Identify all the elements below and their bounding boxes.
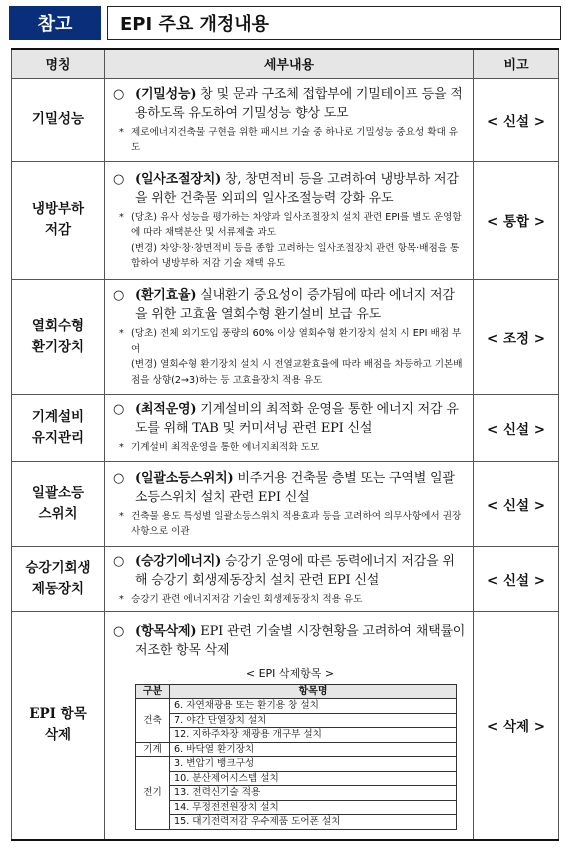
column-header-detail: 세부내용 (105, 49, 474, 78)
bullet-keyword: (환기효율) (135, 288, 197, 303)
bullet-text: 기계설비의 최적화 운영을 통한 에너지 저감 유도를 위해 TAB 및 커미셔닝 관련 EPI 신설 (135, 402, 459, 437)
bullet-text: EPI 관련 기술별 시장현황을 고려하여 채택률이 저조한 항목 삭제 (135, 623, 466, 658)
item-cell: 10. 분산제어시스템 설치 (170, 771, 457, 786)
bullet-keyword: (항목삭제) (135, 623, 197, 639)
item-cell: 13. 전력신기술 적용 (170, 786, 457, 801)
row-name (12, 461, 105, 546)
detail-note: * 건축물 용도 특성별 일괄소등스위치 적용효과 등을 고려하여 의무사항에서 권장사항으로 이관 (119, 510, 462, 537)
row-name-line: 제동장치 (31, 580, 85, 597)
header (9, 6, 561, 40)
table-row (136, 771, 457, 786)
table-row (136, 786, 457, 801)
detail-note: * (당초) 유사 성능을 평가하는 차양과 일사조절장치 설치 관련 EPI를 별도 운영함에 따라 채택분산 및 서류제출 과도 (변경) 차양·창·창면적비 등을 종합 고려하는 일사조절장치 관련 항목·배점을 통합하여 냉방부하 저감 기술 채택 유도 (119, 211, 462, 269)
row-note: < 신설 > (474, 394, 559, 461)
bullet-text: 승강기 운영에 따른 동력에너지 저감을 위해 승강기 회생제동장치 설치 관련 EPI 신설 (135, 553, 455, 588)
detail-bullet: ○ (일괄소등스위치) 비주거용 건축물 층별 또는 구역별 일괄소등스위치 설치 관련 EPI 신설 (113, 470, 455, 505)
table-row (12, 394, 559, 461)
row-name-line: 열회수형 (31, 317, 85, 334)
note-text: (변경) 열회수형 환기장치 설치 시 전열교환효율에 따라 배점을 차등하고 기본배점을 상향(2→3)하는 등 고효율장치 적용 유도 (131, 359, 463, 386)
detail-bullet: ○ (항목삭제) EPI 관련 기술별 시장현황을 고려하여 채택률이 저조한 항목 삭제 (113, 623, 466, 658)
bullet-keyword: (기밀성능) (135, 86, 197, 102)
row-detail (105, 546, 474, 612)
row-name-line: 일괄소등 (31, 484, 85, 501)
row-note: < 신설 > (474, 78, 559, 161)
note-text: 건축물 용도 특성별 일괄소등스위치 적용효과 등을 고려하여 의무사항에서 권장사항으로 이관 (131, 510, 462, 537)
note-text: 기계설비 최적운영을 통한 에너지최적화 도모 (131, 442, 320, 454)
bullet-text: 비주거용 건축물 층별 또는 구역별 일괄소등스위치 설치 관련 EPI 신설 (135, 470, 455, 505)
bullet-keyword: (일괄소등스위치) (135, 470, 234, 486)
table-row (136, 713, 457, 728)
table-row (12, 279, 559, 394)
detail-note: * 승강기 관련 에너지저감 기술인 회생제동장치 적용 유도 (119, 593, 363, 605)
note-text: 승강기 관련 에너지저감 기술인 회생제동장치 적용 유도 (131, 593, 363, 605)
row-detail (105, 461, 474, 546)
row-name-line: 냉방부하 (31, 201, 85, 217)
row-detail (105, 612, 474, 840)
row-name (12, 546, 105, 612)
item-cell: 15. 대기전력저감 우수제품 도어폰 설치 (170, 815, 457, 830)
row-note: < 통합 > (474, 161, 559, 279)
column-header-name: 명칭 (12, 49, 105, 78)
bullet-text: 창 및 문과 구조체 접합부에 기밀테이프 등을 적용하도록 유도하여 기밀성능 향상 도모 (135, 86, 463, 121)
detail-bullet: ○ (일사조절장치) 창, 창면적비 등을 고려하여 냉방부하 저감을 위한 건축물 외피의 일사조절능력 강화 유도 (113, 171, 459, 206)
row-name (12, 78, 105, 161)
row-name (12, 612, 105, 840)
detail-note: * 기계설비 최적운영을 통한 에너지최적화 도모 (119, 442, 320, 454)
row-detail (105, 161, 474, 279)
item-cell: 6. 바닥열 환기장치 (170, 742, 457, 757)
category-cell: 건축 (136, 699, 170, 743)
delete-items-table (135, 684, 457, 830)
row-note: < 신설 > (474, 461, 559, 546)
row-name (12, 394, 105, 461)
row-name (12, 161, 105, 279)
bullet-keyword: (최적운영) (135, 402, 197, 418)
table-row (136, 699, 457, 714)
table-row (12, 78, 559, 161)
note-text: (당초) 전체 외기도입 풍량의 60% 이상 열회수형 환기장치 설치 시 EPI 배점 부여 (131, 328, 462, 355)
row-name-line: 유지관리 (31, 429, 85, 446)
detail-note: * 제로에너지건축물 구현을 위한 패시브 기술 중 하나로 기밀성능 중요성 확대 유도 (119, 126, 459, 153)
bullet-text: 창, 창면적비 등을 고려하여 냉방부하 저감을 위한 건축물 외피의 일사조절능력 강화 유도 (135, 171, 459, 206)
row-detail (105, 279, 474, 394)
delete-table-header-category: 구분 (136, 684, 170, 699)
header-tag: 참고 (9, 6, 101, 40)
row-note: < 삭제 > (474, 612, 559, 840)
detail-bullet: ○ (환기효율) 실내환기 중요성이 증가됨에 따라 에너지 저감을 위한 고효율 열회수형 환기설비 보급 유도 (113, 288, 455, 322)
table-row (136, 800, 457, 815)
row-name-line: 스위치 (38, 505, 78, 522)
note-text: (변경) 차양·창·창면적비 등을 종합 고려하는 일사조절장치 관련 항목·배점을 통합하여 냉방부하 저감 기술 채택 유도 (131, 242, 460, 269)
bullet-keyword: (일사조절장치) (135, 171, 222, 187)
detail-bullet: ○ (승강기에너지) 승강기 운영에 따른 동력에너지 저감을 위해 승강기 회생제동장치 설치 관련 EPI 신설 (113, 553, 455, 588)
row-name-line: EPI 항목 (29, 706, 87, 723)
item-cell: 14. 무정전전원장치 설치 (170, 800, 457, 815)
bullet-text: 실내환기 중요성이 증가됨에 따라 에너지 저감을 위한 고효율 열회수형 환기설비 보급 유도 (135, 288, 455, 322)
delete-table-header-item: 항목명 (170, 684, 457, 699)
row-name-line: 기밀성능 (31, 111, 85, 127)
table-row (136, 757, 457, 772)
row-detail (105, 78, 474, 161)
row-name-line: 환기장치 (31, 338, 85, 355)
row-name-line: 저감 (44, 222, 72, 238)
table-row (136, 742, 457, 757)
detail-bullet: ○ (최적운영) 기계설비의 최적화 운영을 통한 에너지 저감 유도를 위해 TAB 및 커미셔닝 관련 EPI 신설 (113, 402, 459, 437)
item-cell: 3. 변압기 뱅크구성 (170, 757, 457, 772)
table-row (12, 161, 559, 279)
row-note: < 신설 > (474, 546, 559, 612)
row-name (12, 279, 105, 394)
bullet-keyword: (승강기에너지) (135, 553, 222, 569)
table-row (136, 815, 457, 830)
table-row (136, 728, 457, 743)
row-name-line: 기계설비 (31, 408, 85, 425)
note-text: 제로에너지건축물 구현을 위한 패시브 기술 중 하나로 기밀성능 중요성 확대 유도 (131, 126, 459, 153)
row-detail (105, 394, 474, 461)
category-cell: 기계 (136, 742, 170, 757)
table-row (12, 546, 559, 612)
delete-table-caption: < EPI 삭제항목 > (245, 666, 335, 680)
page-title: EPI 주요 개정내용 (107, 6, 561, 40)
row-note: < 조정 > (474, 279, 559, 394)
item-cell: 12. 지하주차장 채광용 개구부 설치 (170, 728, 457, 743)
note-text: (당초) 유사 성능을 평가하는 차양과 일사조절장치 설치 관련 EPI를 별도 운영함에 따라 채택분산 및 서류제출 과도 (131, 211, 462, 238)
category-cell: 전기 (136, 757, 170, 830)
row-name-line: 승강기회생 (25, 559, 91, 576)
epi-revision-table (11, 48, 559, 841)
detail-note: * (당초) 전체 외기도입 풍량의 60% 이상 열회수형 환기장치 설치 시 EPI 배점 부여 (변경) 열회수형 환기장치 설치 시 전열교환효율에 따라 배점을 차등하고 기본배점을 상향(2→3)하는 등 고효율장치 적용 유도 (119, 328, 463, 386)
item-cell: 7. 야간 단열장치 설치 (170, 713, 457, 728)
item-cell: 6. 자연채광용 또는 환기용 창 설치 (170, 699, 457, 714)
row-name-line: 삭제 (44, 727, 72, 744)
detail-bullet: ○ (기밀성능) 창 및 문과 구조체 접합부에 기밀테이프 등을 적용하도록 유도하여 기밀성능 향상 도모 (113, 86, 463, 121)
table-row (12, 461, 559, 546)
column-header-note: 비고 (474, 49, 559, 78)
table-row (12, 612, 559, 840)
